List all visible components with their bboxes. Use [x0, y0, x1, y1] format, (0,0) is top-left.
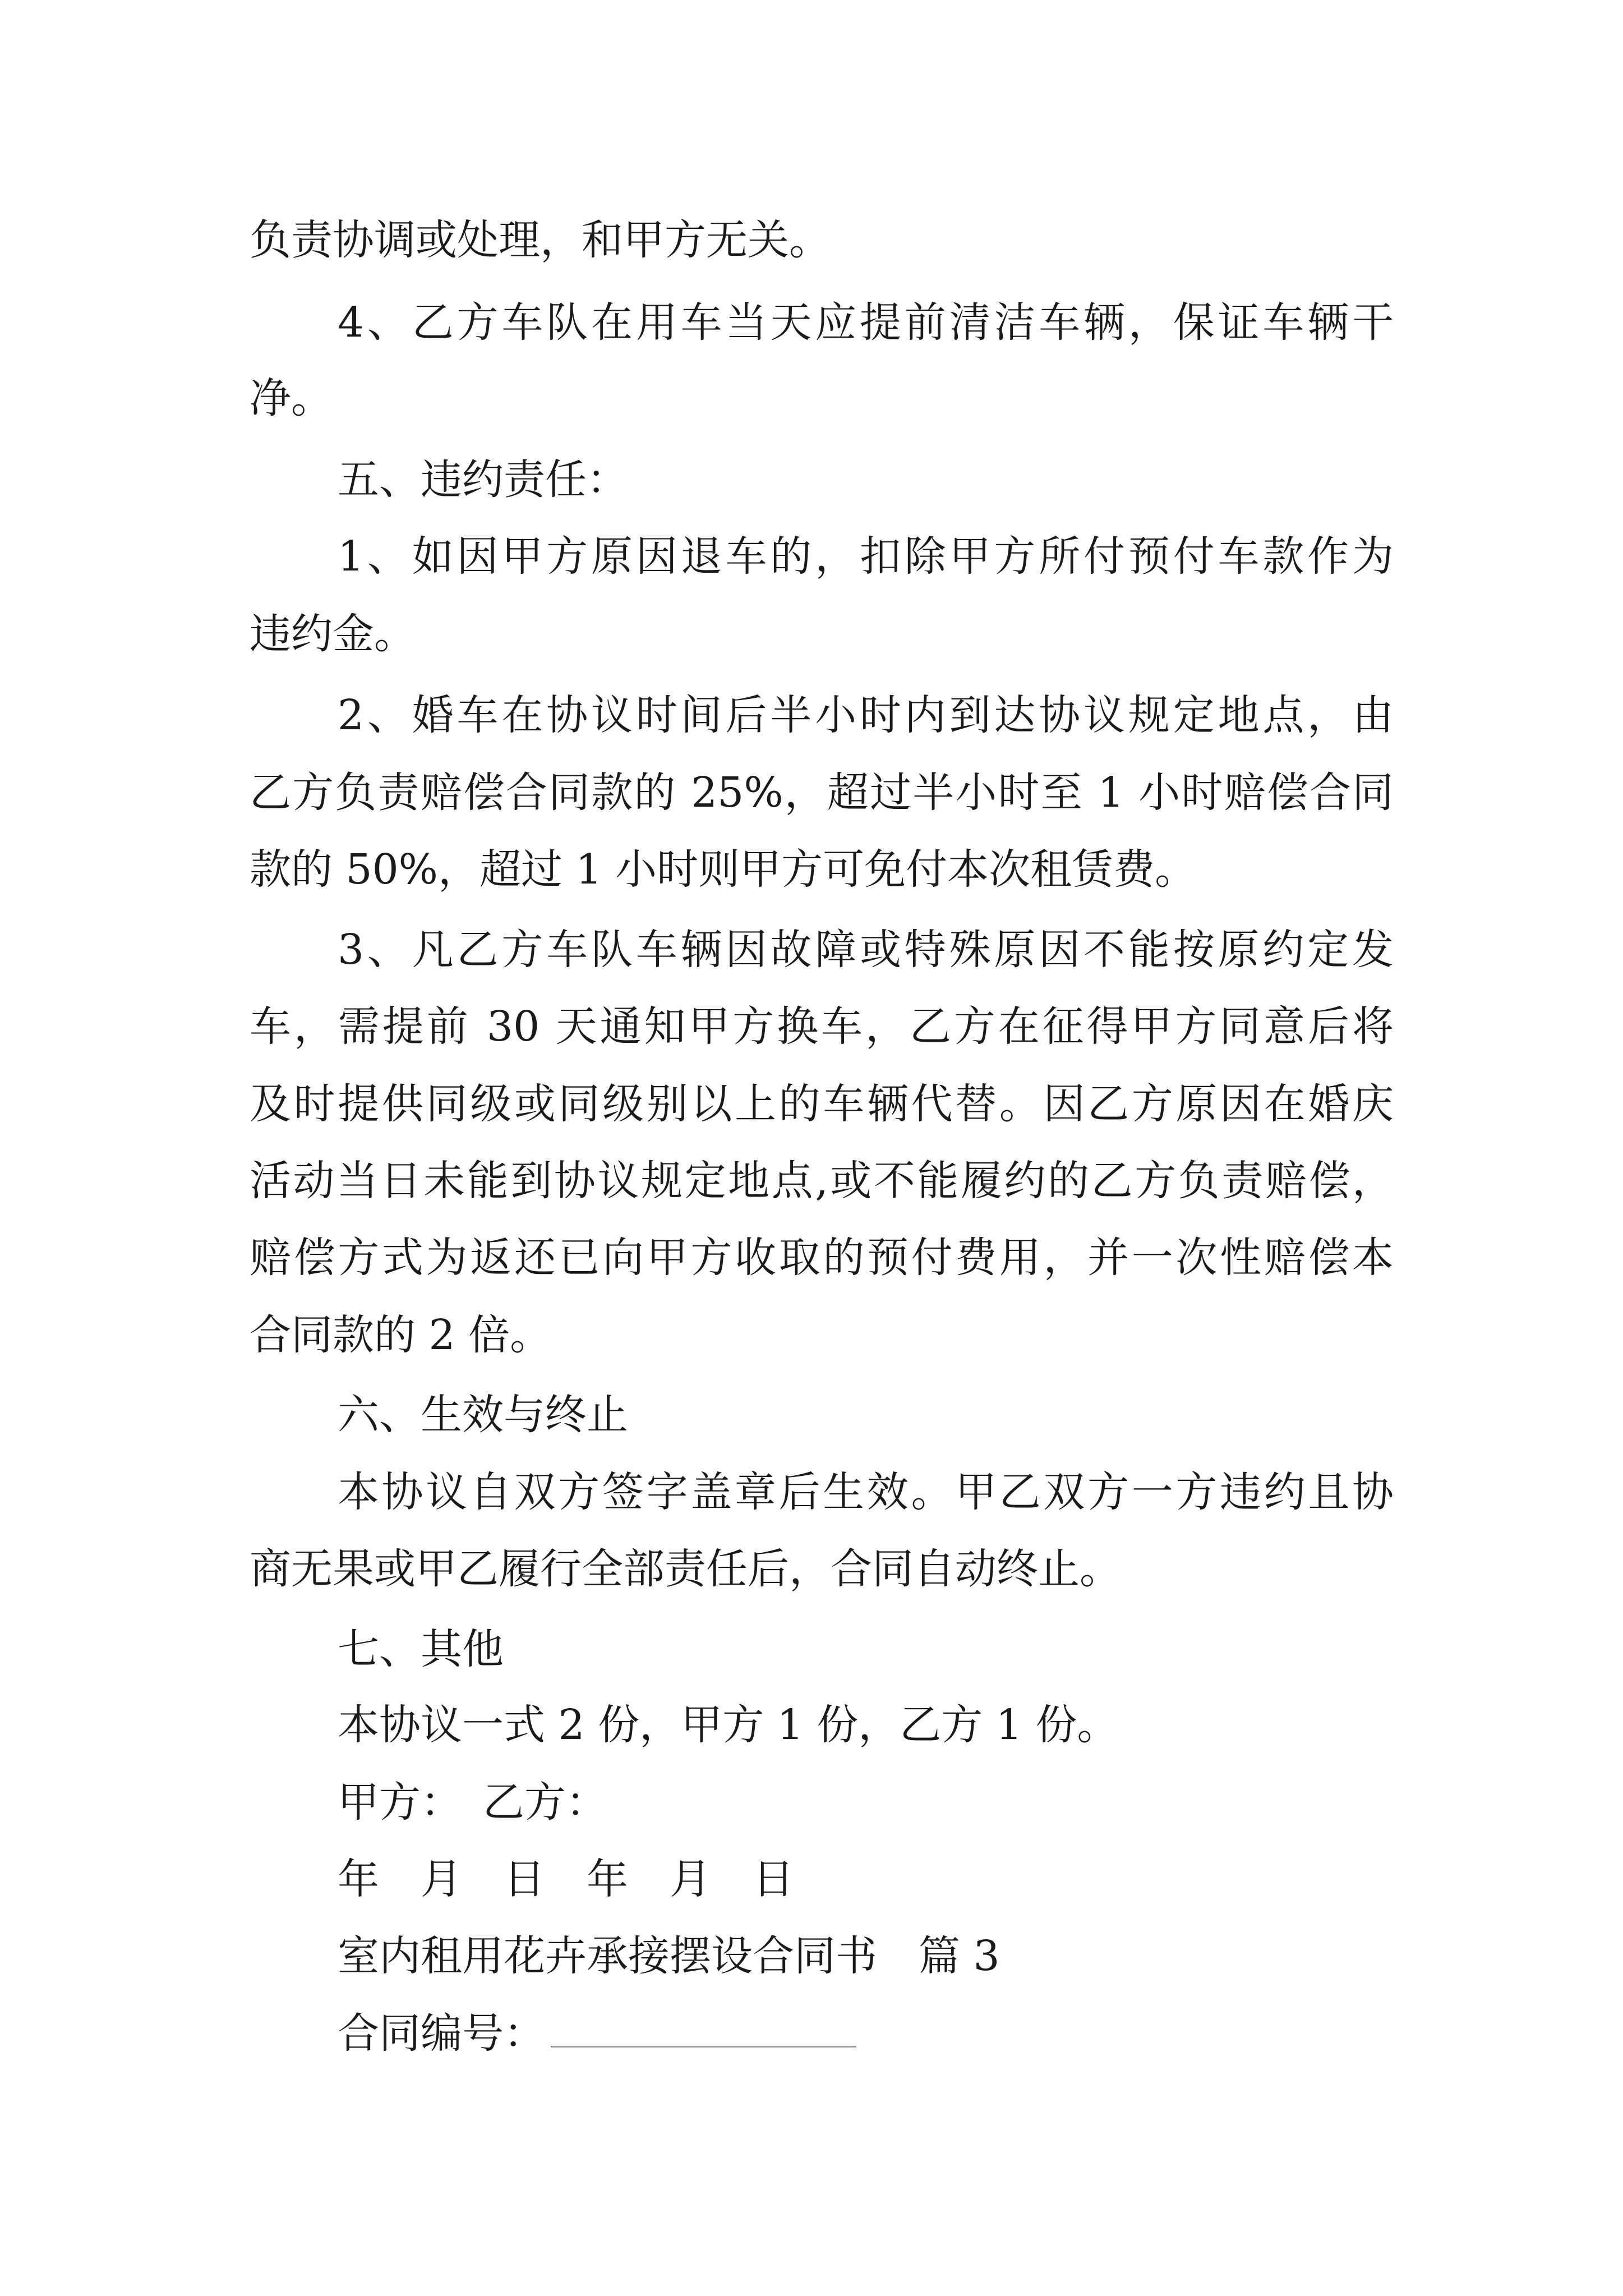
paragraph-line: 4、乙方车队在用车当天应提前清洁车辆，保证车辆干	[338, 298, 1394, 347]
paragraph-line: 本协议一式 2 份，甲方 1 份，乙方 1 份。	[338, 1701, 1119, 1749]
signature-line: 甲方： 乙方：	[338, 1778, 607, 1826]
paragraph-line: 车，需提前 30 天通知甲方换车，乙方在征得甲方同意后将	[250, 1002, 1394, 1051]
paragraph-line: 本协议自双方签字盖章后生效。甲乙双方一方违约且协	[338, 1468, 1394, 1516]
paragraph-line: 违约金。	[250, 610, 416, 658]
contract-title: 室内租用花卉承接摆设合同书 篇 3	[338, 1932, 1000, 1980]
paragraph-line: 负责协调或处理，和甲方无关。	[250, 216, 831, 264]
section-heading: 七、其他	[338, 1625, 504, 1673]
paragraph-line: 3、凡乙方车队车辆因故障或特殊原因不能按原约定发	[338, 926, 1394, 974]
paragraph-line: 商无果或甲乙履行全部责任后，合同自动终止。	[250, 1545, 1121, 1593]
date-line: 年 月 日 年 月 日	[338, 1855, 794, 1903]
paragraph-line: 合同款的 2 倍。	[250, 1311, 552, 1359]
section-heading: 六、生效与终止	[338, 1391, 628, 1439]
contract-number-label: 合同编号：	[338, 2009, 545, 2058]
paragraph-line: 乙方负责赔偿合同款的 25%，超过半小时至 1 小时赔偿合同	[250, 769, 1394, 817]
paragraph-line: 活动当日未能到协议规定地点,或不能履约的乙方负责赔偿，	[250, 1157, 1394, 1205]
paragraph-line: 1、如因甲方原因退车的，扣除甲方所付预付车款作为	[338, 532, 1394, 581]
paragraph-line: 赔偿方式为返还已向甲方收取的预付费用，并一次性赔偿本	[250, 1234, 1394, 1282]
contract-number-line	[338, 1994, 1394, 2073]
paragraph-line: 款的 50%，超过 1 小时则甲方可免付本次租赁费。	[250, 845, 1197, 894]
paragraph-line: 及时提供同级或同级别以上的车辆代替。因乙方原因在婚庆	[250, 1080, 1394, 1128]
section-heading: 五、违约责任：	[338, 455, 628, 504]
contract-number-blank	[551, 2009, 856, 2047]
paragraph-line: 净。	[250, 374, 333, 422]
paragraph-line: 2、婚车在协议时间后半小时内到达协议规定地点，由	[338, 691, 1394, 739]
